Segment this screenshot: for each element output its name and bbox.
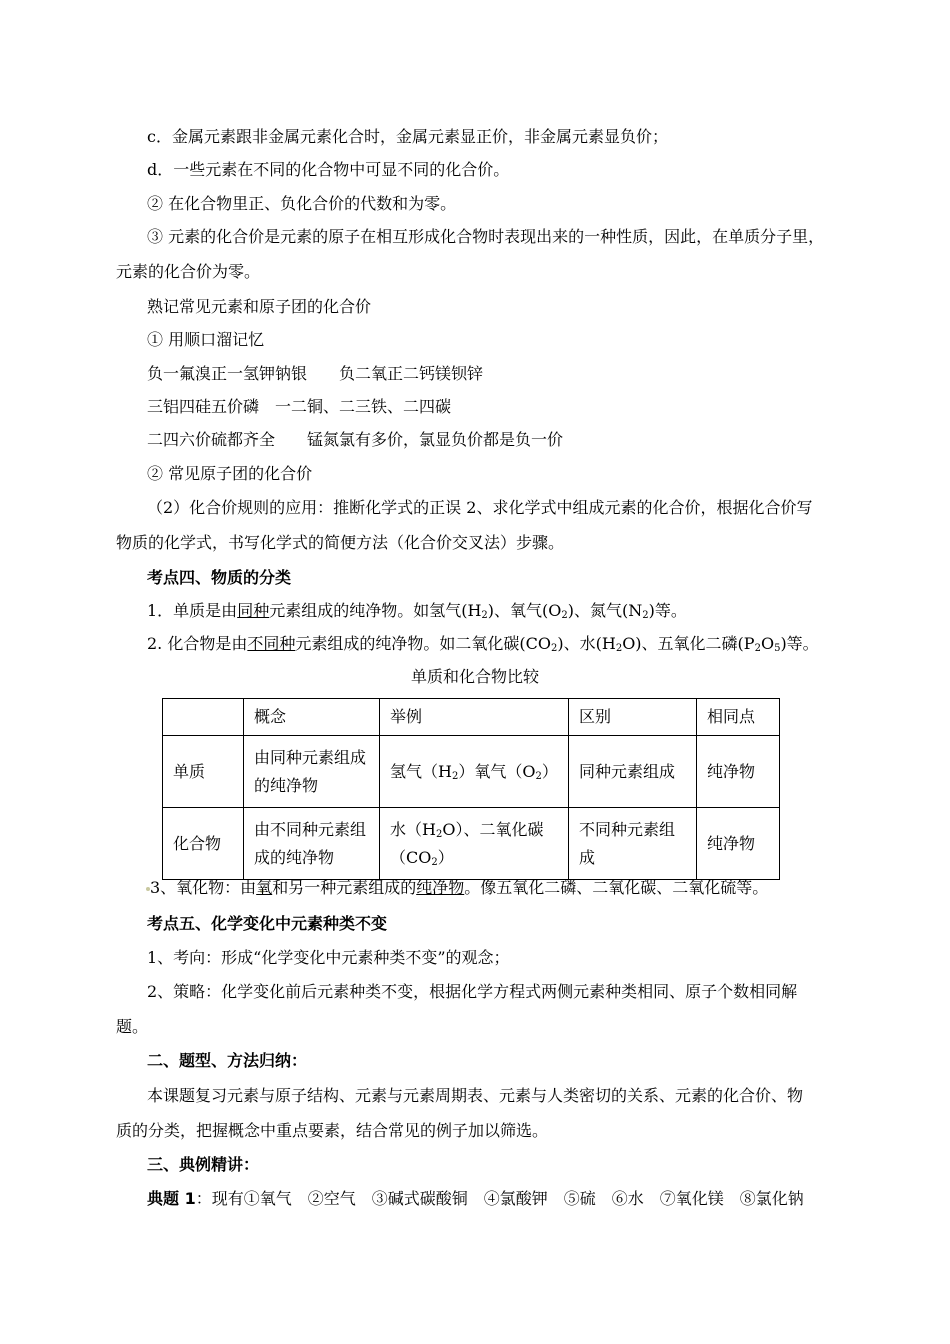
table-cell: 氢气$(H_2)$氧气$(O_2)$ xyxy=(380,736,569,808)
table-header-row xyxy=(163,699,780,736)
text-line: 3、氧化物：由氧和另一种元素组成的纯净物。像五氧化二磷、二氧化碳、二氧化硫等。 xyxy=(150,878,769,897)
text-line: ① 用顺口溜记忆 xyxy=(147,330,265,349)
comparison-table xyxy=(162,698,780,880)
text-line: 二四六价硫都齐全 锰氮氯有多价，氯显负价都是负一价 xyxy=(147,430,564,449)
table-cell: 不同种元素组成 xyxy=(569,808,697,880)
text-line: ② 常见原子团的化合价 xyxy=(147,464,313,483)
example-text: ：现有①氧气 ②空气 ③碱式碳酸铜 ④氯酸钾 ⑤硫 ⑥水 ⑦氧化镁 ⑧氯化钠 xyxy=(195,1189,804,1208)
text-line: 1、考向：形成“化学变化中元素种类不变”的观念； xyxy=(147,948,510,967)
table-cell: 化合物 xyxy=(163,808,244,880)
example-line xyxy=(147,1189,804,1209)
section-heading: 考点五、化学变化中元素种类不变 xyxy=(147,914,388,933)
section-heading: 二、题型、方法归纳： xyxy=(147,1051,308,1070)
text-line: 2、策略：化学变化前后元素种类不变，根据化学方程式两侧元素种类相同、原子个数相同解 xyxy=(147,982,798,1001)
table-row xyxy=(163,736,780,808)
table-cell: 纯净物 xyxy=(697,808,780,880)
example-label: 典题 1 xyxy=(147,1189,196,1208)
section-heading: 三、典例精讲： xyxy=(147,1155,260,1174)
table-cell: 水$(H_2O)$、二氧化碳$(CO_2)$ xyxy=(380,808,569,880)
text-line: ② 在化合物里正、负化合价的代数和为零。 xyxy=(147,194,457,213)
header-cell: 概念 xyxy=(244,699,380,736)
text-line: c．金属元素跟非金属元素化合时，金属元素显正价，非金属元素显负价； xyxy=(147,127,668,146)
header-cell: 区别 xyxy=(569,699,697,736)
text-line: ③ 元素的化合价是元素的原子在相互形成化合物时表现出来的一种性质，因此，在单质分子里， xyxy=(147,227,825,246)
text-line: 熟记常见元素和原子团的化合价 xyxy=(147,297,372,316)
text-line: 题。 xyxy=(116,1017,149,1036)
text-line: 元素的化合价为零。 xyxy=(116,262,261,281)
table-cell: 纯净物 xyxy=(697,736,780,808)
header-cell xyxy=(163,699,244,736)
text-line: 质的分类，把握概念中重点要素，结合常见的例子加以筛选。 xyxy=(116,1121,549,1140)
text-line: 1．单质是由同种元素组成的纯净物。如氢气$(H_2)$、氧气$(O_2)$、氮气$(N_2)$等。 xyxy=(147,601,687,621)
table-cell: 由不同种元素组成的纯净物 xyxy=(244,808,380,880)
header-cell: 举例 xyxy=(380,699,569,736)
text-line: 三铝四硅五价磷 一二铜、二三铁、二四碳 xyxy=(147,397,452,416)
section-heading: 考点四、物质的分类 xyxy=(147,568,292,587)
header-cell: 相同点 xyxy=(697,699,780,736)
table-cell: 由同种元素组成的纯净物 xyxy=(244,736,380,808)
text-line: （2）化合价规则的应用：推断化学式的正误 2、求化学式中组成元素的化合价，根据化合价写 xyxy=(147,498,813,517)
table-row xyxy=(163,808,780,880)
text-line: 负一氟溴正一氢钾钠银 负二氧正二钙镁钡锌 xyxy=(147,364,484,383)
text-line: 物质的化学式，书写化学式的简便方法（化合价交叉法）步骤。 xyxy=(116,533,565,552)
table-caption: 单质和化合物比较 xyxy=(410,667,539,686)
table-cell: 同种元素组成 xyxy=(569,736,697,808)
text-line: 本课题复习元素与原子结构、元素与元素周期表、元素与人类密切的关系、元素的化合价、物 xyxy=(147,1086,804,1105)
text-line: d．一些元素在不同的化合物中可显不同的化合价。 xyxy=(147,160,510,179)
text-line: 2. 化合物是由不同种元素组成的纯净物。如二氧化碳$(CO_2)$、水$(H_2O)$、五氧化二磷$(P_2O_5)$等。 xyxy=(147,634,819,654)
table-cell: 单质 xyxy=(163,736,244,808)
